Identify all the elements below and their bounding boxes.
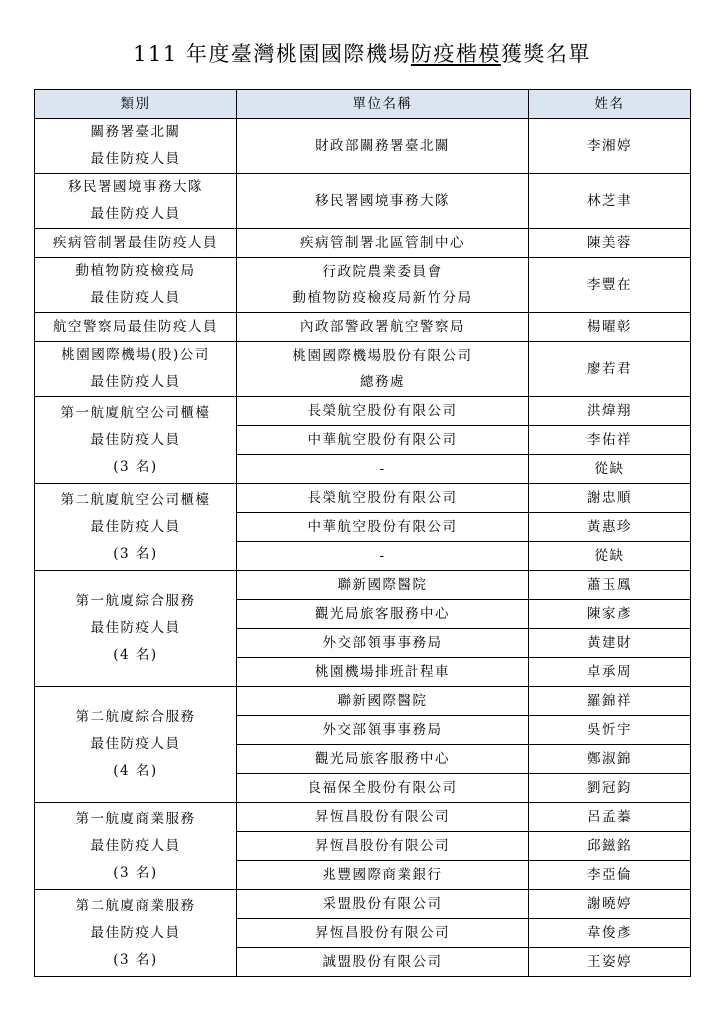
unit-line: 昇恆昌股份有限公司 (315, 809, 450, 825)
unit-line: 長榮航空股份有限公司 (307, 403, 458, 419)
name-cell: 邱鎡銘 (529, 832, 691, 861)
unit-line: 桃園機場排班計程車 (315, 664, 450, 680)
category-line: (3 名) (113, 864, 158, 881)
category-line: 最佳防疫人員 (90, 290, 181, 306)
category-line: 最佳防疫人員 (90, 151, 181, 167)
unit-cell (237, 832, 529, 861)
unit-cell (237, 600, 529, 629)
name-cell: 林芝聿 (529, 174, 691, 229)
unit-line: 總務處 (360, 374, 405, 390)
unit-cell (237, 774, 529, 803)
unit-line: 昇恆昌股份有限公司 (315, 925, 450, 941)
category-line: (4 名) (113, 647, 158, 663)
name-cell: 洪煒翔 (529, 397, 691, 426)
category-cell (35, 890, 237, 977)
name-cell: 羅錦祥 (529, 687, 691, 716)
category-cell (35, 174, 237, 229)
unit-cell (237, 174, 529, 229)
category-cell (35, 571, 237, 687)
table-row (35, 342, 691, 397)
unit-line: 行政院農業委員會 (322, 264, 443, 280)
unit-line: 動植物防疫檢疫局新竹分局 (292, 290, 473, 306)
category-line: 航空警察局最佳防疫人員 (53, 318, 218, 335)
header-row (35, 90, 691, 119)
unit-line: 良福保全股份有限公司 (307, 780, 458, 796)
unit-line: 聯新國際醫院 (337, 577, 428, 593)
unit-cell (237, 484, 529, 513)
table-row (35, 174, 691, 229)
award-table-body (35, 119, 691, 977)
unit-line: 觀光局旅客服務中心 (315, 751, 450, 767)
name-cell: 楊曜彰 (529, 313, 691, 342)
name-cell: 李佑祥 (529, 426, 691, 455)
unit-cell (237, 258, 529, 313)
unit-line: 外交部領事事務局 (322, 722, 443, 738)
header-name: 姓名 (529, 90, 691, 119)
category-line: (3 名) (113, 951, 158, 968)
name-cell: 謝曉婷 (529, 890, 691, 919)
name-cell: 蕭玉鳳 (529, 571, 691, 600)
category-line: 最佳防疫人員 (90, 620, 181, 636)
unit-cell (237, 658, 529, 687)
unit-line: 長榮航空股份有限公司 (307, 490, 458, 506)
unit-cell (237, 397, 529, 426)
unit-line: 桃園國際機場股份有限公司 (292, 348, 473, 364)
category-line: 疾病管制署最佳防疫人員 (53, 234, 218, 251)
name-cell: 李湘婷 (529, 119, 691, 174)
category-line: 第二航廈綜合服務 (75, 709, 196, 725)
table-row (35, 397, 691, 426)
unit-line: 移民署國境事務大隊 (315, 193, 450, 209)
table-row (35, 313, 691, 342)
title-prefix: 111 年度臺灣桃園國際機場 (133, 42, 411, 66)
unit-cell (237, 919, 529, 948)
category-cell (35, 229, 237, 258)
category-line: 最佳防疫人員 (90, 431, 181, 448)
name-cell: 李亞倫 (529, 861, 691, 890)
table-row (35, 484, 691, 513)
header-category: 類別 (35, 90, 237, 119)
table-row (35, 571, 691, 600)
category-cell (35, 342, 237, 397)
category-line: (4 名) (113, 763, 158, 779)
unit-cell (237, 687, 529, 716)
category-cell (35, 687, 237, 803)
unit-cell (237, 229, 529, 258)
unit-cell (237, 426, 529, 455)
unit-cell (237, 629, 529, 658)
unit-cell (237, 890, 529, 919)
category-line: 移民署國境事務大隊 (68, 179, 203, 195)
unit-line: 兆豐國際商業銀行 (322, 867, 443, 883)
name-cell: 黃惠珍 (529, 513, 691, 542)
unit-cell (237, 455, 529, 484)
category-line: 第一航廈綜合服務 (75, 593, 196, 609)
unit-line: 外交部領事事務局 (322, 635, 443, 651)
unit-cell (237, 861, 529, 890)
unit-line: - (379, 548, 386, 564)
category-cell (35, 484, 237, 571)
unit-line: 財政部關務署臺北關 (315, 138, 450, 154)
unit-line: 采盟股份有限公司 (322, 896, 443, 912)
unit-cell (237, 342, 529, 397)
table-row (35, 258, 691, 313)
category-line: 關務署臺北關 (90, 124, 181, 140)
category-cell (35, 313, 237, 342)
category-cell (35, 258, 237, 313)
name-cell: 陳家彥 (529, 600, 691, 629)
name-cell: 劉冠鈞 (529, 774, 691, 803)
name-cell: 吳忻宇 (529, 716, 691, 745)
name-cell: 王姿婷 (529, 948, 691, 977)
name-cell: 從缺 (529, 455, 691, 484)
title-underlined: 防疫楷模 (410, 42, 501, 66)
category-line: 第一航廈航空公司櫃檯 (60, 404, 211, 421)
category-line: 第二航廈航空公司櫃檯 (60, 491, 211, 508)
unit-cell (237, 745, 529, 774)
category-line: 最佳防疫人員 (90, 837, 181, 854)
name-cell: 黃建財 (529, 629, 691, 658)
name-cell: 卓承周 (529, 658, 691, 687)
unit-line: 聯新國際醫院 (337, 693, 428, 709)
table-row (35, 687, 691, 716)
unit-line: 中華航空股份有限公司 (307, 432, 458, 448)
category-line: 桃園國際機場(股)公司 (61, 347, 210, 363)
name-cell: 韋俊彥 (529, 919, 691, 948)
table-row (35, 803, 691, 832)
header-unit: 單位名稱 (237, 90, 529, 119)
unit-cell (237, 119, 529, 174)
category-line: 最佳防疫人員 (90, 736, 181, 752)
unit-line: - (379, 461, 386, 477)
unit-cell (237, 542, 529, 571)
unit-cell (237, 513, 529, 542)
unit-line: 誠盟股份有限公司 (322, 954, 443, 970)
category-line: 第二航廈商業服務 (75, 897, 196, 914)
category-line: 第一航廈商業服務 (75, 810, 196, 827)
unit-cell (237, 313, 529, 342)
category-line: 動植物防疫檢疫局 (75, 263, 196, 279)
category-line: 最佳防疫人員 (90, 374, 181, 390)
category-line: 最佳防疫人員 (90, 924, 181, 941)
table-row (35, 890, 691, 919)
name-cell: 李豐在 (529, 258, 691, 313)
title-suffix: 獲獎名單 (500, 42, 591, 66)
unit-cell (237, 716, 529, 745)
category-cell (35, 397, 237, 484)
name-cell: 謝忠順 (529, 484, 691, 513)
category-cell (35, 803, 237, 890)
unit-line: 觀光局旅客服務中心 (315, 606, 450, 622)
name-cell: 呂孟蓁 (529, 803, 691, 832)
table-row (35, 119, 691, 174)
category-line: 最佳防疫人員 (90, 518, 181, 535)
unit-cell (237, 948, 529, 977)
category-line: (3 名) (113, 545, 158, 562)
page-title (0, 38, 724, 68)
name-cell: 廖若君 (529, 342, 691, 397)
unit-line: 內政部警政署航空警察局 (300, 319, 465, 335)
unit-line: 中華航空股份有限公司 (307, 519, 458, 535)
unit-cell (237, 571, 529, 600)
unit-cell (237, 803, 529, 832)
name-cell: 鄭淑錦 (529, 745, 691, 774)
table-row (35, 229, 691, 258)
category-cell (35, 119, 237, 174)
award-table (34, 89, 691, 977)
unit-line: 昇恆昌股份有限公司 (315, 838, 450, 854)
category-line: (3 名) (113, 458, 158, 475)
category-line: 最佳防疫人員 (90, 206, 181, 222)
unit-line: 疾病管制署北區管制中心 (300, 235, 465, 251)
name-cell: 從缺 (529, 542, 691, 571)
name-cell: 陳美蓉 (529, 229, 691, 258)
